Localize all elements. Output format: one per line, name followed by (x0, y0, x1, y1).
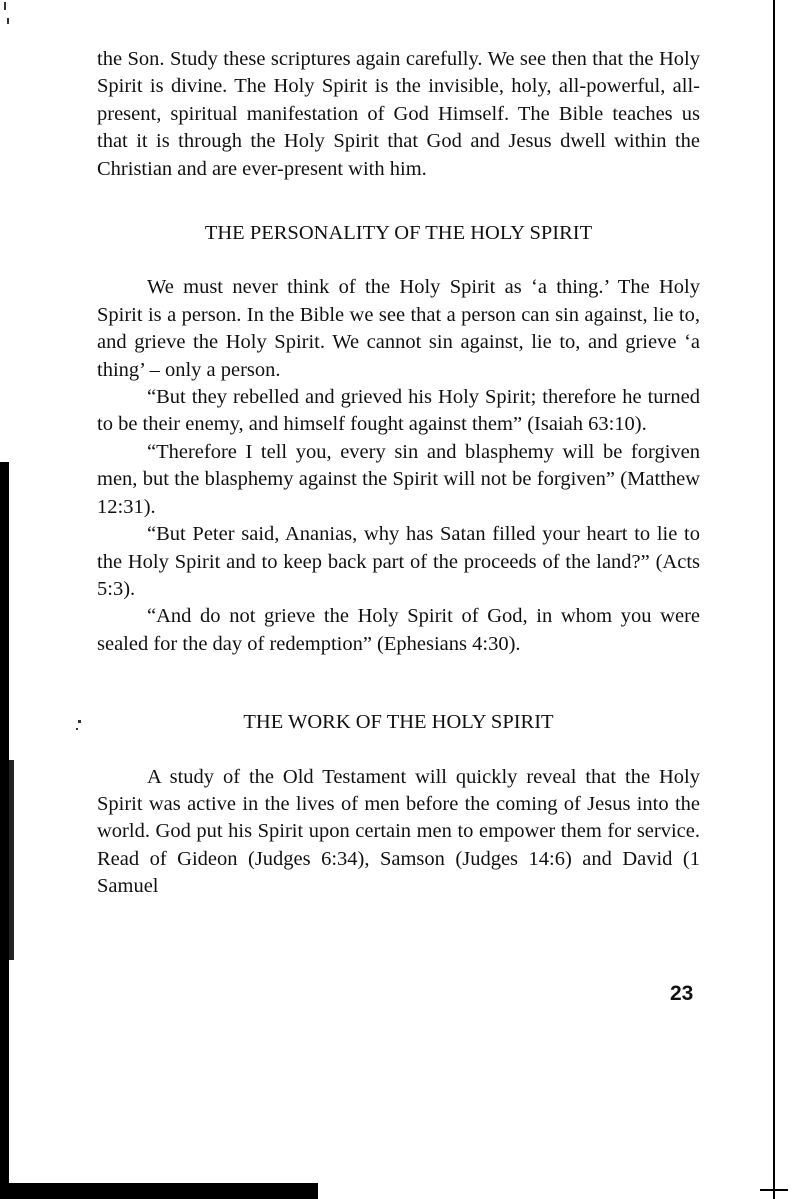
paragraph-work: A study of the Old Testament will quickly reveal that the Holy Spirit was active in the lives of men before the coming of Jesus into the world. God put his Spirit upon certain men to empower them for service. Read of Gideon (Judges 6:34), Samson (Judges 14:6) and David (1 Samuel (97, 765, 700, 898)
scan-speck (7, 18, 9, 24)
quote-matthew: “Therefore I tell you, every sin and blasphemy will be forgiven men, but the blasphemy against the Spirit will not be forgiven” (Matthew 12:31). (97, 440, 700, 518)
scan-corner-mark (760, 1189, 788, 1191)
book-page (97, 46, 700, 901)
paragraph-intro: We must never think of the Holy Spirit as ‘a thing.’ The Holy Spirit is a person. In the Bible we see that a person can sin against, lie to, and grieve the Holy Spirit. We cannot sin against, lie to, and grieve ‘a thing’ – only a person. (97, 276, 700, 381)
quote-isaiah: “But they rebelled and grieved his Holy Spirit; therefore he turned to be their enemy, and himself fought against them” (Isaiah 63:10). (97, 386, 700, 436)
section-heading-personality: THE PERSONALITY OF THE HOLY SPIRIT (204, 222, 593, 245)
scan-right-border (773, 0, 792, 1199)
scan-speck (76, 728, 78, 730)
paragraph-continuation: the Son. Study these scriptures again carefully. We see then that the Holy Spirit is divine. The Holy Spirit is the invisible, holy, all-powerful, all-present, spiritual manifestation of God Himself. The Bible teaches us that it is through the Holy Spirit that God and Jesus dwell within the Christian and are ever-present with him. (97, 48, 700, 180)
quote-ephesians: “And do not grieve the Holy Spirit of God, in whom you were sealed for the day of redemption” (Ephesians 4:30). (97, 605, 700, 655)
scan-speck (78, 720, 81, 723)
section-personality-body (97, 274, 700, 658)
section-heading-work: THE WORK OF THE HOLY SPIRIT (243, 711, 554, 734)
quote-acts: “But Peter said, Ananias, why has Satan filled your heart to lie to the Holy Spirit and to keep back part of the proceeds of the land?” (Acts 5:3). (97, 523, 700, 600)
scan-bottom-shadow (0, 1183, 318, 1199)
page-number: 23 (670, 982, 694, 1005)
scan-binding-shadow (0, 462, 9, 1199)
scan-speck (4, 2, 6, 10)
scan-binding-shadow-inner (9, 760, 14, 960)
